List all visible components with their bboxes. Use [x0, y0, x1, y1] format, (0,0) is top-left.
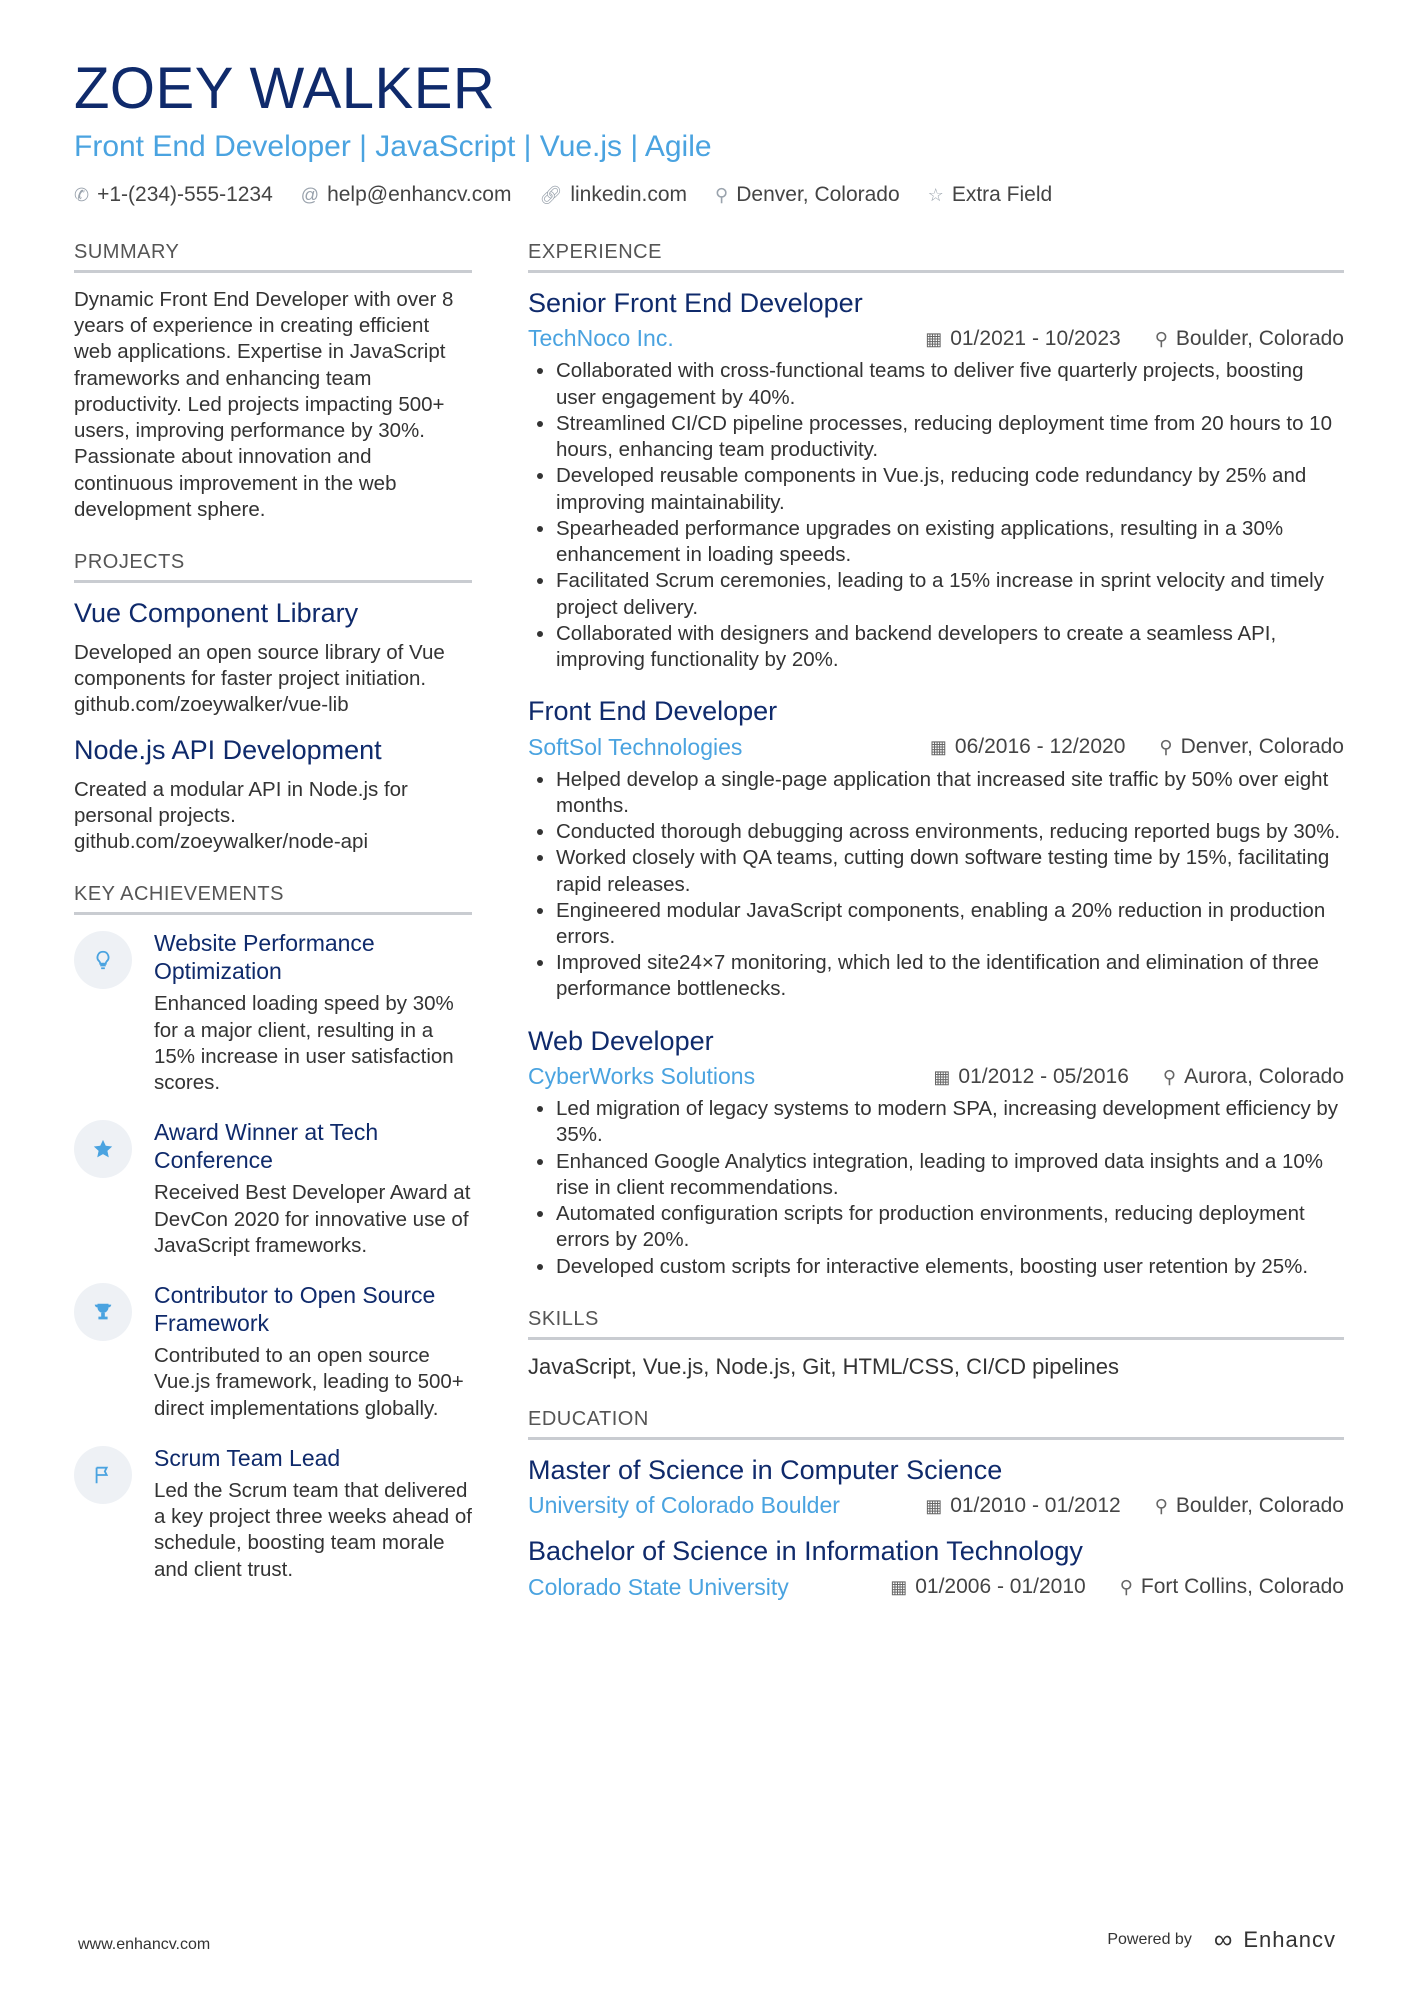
flag-icon	[74, 1446, 132, 1504]
list-item: • Streamlined CI/CD pipeline processes, reducing deployment time from 20 hours to 10 hours, enhancing team productivity.	[556, 411, 1344, 463]
project-title: Node.js API Development	[74, 735, 382, 766]
achievement-item	[74, 929, 472, 1096]
brand-name: Enhancv	[1243, 1926, 1336, 1952]
list-item: • Worked closely with QA teams, cutting down software testing time by 15%, facilitating rapid releases.	[556, 845, 1344, 897]
list-item: • Improved site24×7 monitoring, which led to the identification and elimination of three performance bottlenecks.	[556, 950, 1344, 1002]
project-desc: Created a modular API in Node.js for personal projects. github.com/zoeywalker/node-api	[74, 777, 408, 854]
list-item: • Spearheaded performance upgrades on existing applications, resulting in a 30% enhancement in loading speeds.	[556, 516, 1344, 568]
skills-section	[528, 1308, 1344, 1380]
section-title: SUMMARY	[74, 241, 472, 273]
footer-website[interactable]: www.enhancv.com	[78, 1936, 211, 1953]
company-name: SoftSol Technologies	[528, 733, 743, 760]
footer-branding	[1107, 1924, 1336, 1955]
section-title: PROJECTS	[74, 551, 472, 583]
education-meta	[528, 1574, 1344, 1601]
job-bullets	[528, 767, 1344, 1003]
project-item	[74, 597, 472, 718]
list-item: • Conducted thorough debugging across environments, reducing reported bugs by 30%.	[556, 819, 1344, 845]
achievement-desc: Enhanced loading speed by 30% for a major client, resulting in a 15% increase in user satisfaction scores.	[154, 992, 454, 1095]
link-icon: 🔗︎	[539, 184, 563, 205]
list-item: • Developed custom scripts for interactive elements, boosting user retention by 25%.	[556, 1254, 1344, 1280]
contact-extra	[928, 183, 1053, 207]
calendar-icon: ▦	[929, 737, 947, 758]
at-icon: @	[300, 184, 320, 205]
job-dates: 06/2016 - 12/2020	[954, 735, 1126, 759]
location-icon: ⚲	[1154, 328, 1168, 349]
candidate-name: ZOEY WALKER	[74, 56, 496, 121]
list-item: • Collaborated with designers and backend developers to create a seamless API, improving functionality by 20%.	[556, 621, 1344, 673]
skills-text: JavaScript, Vue.js, Node.js, Git, HTML/CSS, CI/CD pipelines	[528, 1353, 1119, 1379]
job-dates: 01/2012 - 05/2016	[958, 1064, 1129, 1088]
achievement-title: Contributor to Open Source Framework	[154, 1282, 436, 1337]
contact-text: Extra Field	[951, 183, 1053, 206]
job-dates: 01/2021 - 10/2023	[950, 326, 1121, 350]
headline: Front End Developer | JavaScript | Vue.js | Agile	[74, 130, 712, 163]
powered-by-label: Powered by	[1107, 1930, 1192, 1948]
edu-dates: 01/2010 - 01/2012	[950, 1493, 1121, 1517]
lightbulb-icon	[74, 931, 132, 989]
degree-title: Bachelor of Science in Information Technology	[528, 1536, 1083, 1567]
achievement-item	[74, 1118, 472, 1259]
project-desc: Developed an open source library of Vue components for faster project initiation. github.com/zoeywalker/vue-lib	[74, 640, 445, 716]
education-item	[528, 1535, 1344, 1600]
job-meta	[528, 734, 1344, 761]
location-icon: ⚲	[1162, 1066, 1177, 1087]
section-title: KEY ACHIEVEMENTS	[74, 883, 472, 915]
right-column	[528, 241, 1344, 1629]
summary-section	[74, 241, 472, 523]
achievement-title: Website Performance Optimization	[154, 930, 375, 985]
list-item: • Collaborated with cross-functional teams to deliver five quarterly projects, boosting user engagement by 40%.	[556, 358, 1344, 410]
edu-location: Boulder, Colorado	[1175, 1493, 1344, 1517]
achievement-desc: Received Best Developer Award at DevCon 2020 for innovative use of JavaScript frameworks.	[154, 1181, 471, 1257]
job-title: Web Developer	[528, 1025, 714, 1056]
job-location: Aurora, Colorado	[1184, 1064, 1344, 1088]
calendar-icon: ▦	[890, 1577, 908, 1598]
degree-title: Master of Science in Computer Science	[528, 1454, 1003, 1485]
project-title: Vue Component Library	[74, 598, 359, 629]
achievement-desc: Led the Scrum team that delivered a key project three weeks ahead of schedule, boosting team morale and client trust.	[154, 1478, 472, 1581]
achievement-desc: Contributed to an open source Vue.js framework, leading to 500+ direct implementations globally.	[154, 1344, 464, 1420]
calendar-icon: ▦	[925, 1495, 943, 1516]
company-name: TechNoco Inc.	[528, 325, 674, 352]
job-title: Senior Front End Developer	[528, 288, 863, 318]
project-item	[74, 734, 472, 855]
contact-row	[74, 183, 1344, 207]
projects-section	[74, 551, 472, 855]
contact-text: Denver, Colorado	[736, 183, 900, 206]
education-section	[528, 1408, 1344, 1601]
company-name: CyberWorks Solutions	[528, 1063, 756, 1090]
resume-page	[74, 56, 1344, 1629]
location-icon: ⚲	[1159, 737, 1173, 758]
location-icon: ⚲	[715, 184, 729, 205]
section-title: EXPERIENCE	[528, 241, 1344, 273]
achievements-section	[74, 883, 472, 1583]
list-item: • Developed reusable components in Vue.js, reducing code redundancy by 25% and improving maintainability.	[556, 463, 1344, 515]
phone-icon: ✆	[74, 184, 90, 205]
calendar-icon: ▦	[933, 1066, 951, 1087]
job-bullets	[528, 358, 1344, 673]
infinity-icon: ∞	[1213, 1924, 1234, 1954]
job-title: Front End Developer	[528, 696, 778, 727]
education-item	[528, 1454, 1344, 1519]
job-location: Boulder, Colorado	[1175, 326, 1344, 350]
school-name: Colorado State University	[528, 1573, 789, 1600]
job-location: Denver, Colorado	[1180, 735, 1344, 759]
edu-dates: 01/2006 - 01/2010	[915, 1575, 1086, 1599]
location-icon: ⚲	[1119, 1577, 1133, 1598]
left-column	[74, 241, 472, 1629]
section-title: EDUCATION	[528, 1408, 1344, 1440]
achievement-item	[74, 1281, 472, 1422]
job-meta	[528, 325, 1344, 352]
calendar-icon: ▦	[925, 328, 943, 349]
job-meta	[528, 1063, 1344, 1090]
two-column-body	[74, 241, 1344, 1629]
star-icon	[74, 1120, 132, 1178]
list-item: • Led migration of legacy systems to modern SPA, increasing development efficiency by 35%.	[556, 1096, 1344, 1148]
enhancv-logo[interactable]	[1214, 1924, 1336, 1955]
achievement-title: Award Winner at Tech Conference	[154, 1119, 379, 1174]
job-item	[528, 287, 1344, 673]
job-item	[528, 695, 1344, 1003]
summary-text: Dynamic Front End Developer with over 8 years of experience in creating efficient web applications. Expertise in JavaScript frameworks and enhancing team productivity. Led projects impacting 500+ users, improving performance by 30%. Passionate about innovation and continuous improvement in the web development sphere.	[74, 288, 454, 521]
contact-location	[715, 183, 900, 207]
achievement-item	[74, 1444, 472, 1583]
job-item	[528, 1025, 1344, 1280]
contact-text: linkedin.com	[570, 183, 688, 206]
job-bullets	[528, 1096, 1344, 1280]
list-item: • Enhanced Google Analytics integration, leading to improved data insights and a 10% rise in client recommendations.	[556, 1149, 1344, 1201]
location-icon: ⚲	[1154, 1495, 1168, 1516]
edu-location: Fort Collins, Colorado	[1140, 1575, 1344, 1599]
school-name: University of Colorado Boulder	[528, 1492, 840, 1519]
experience-section	[528, 241, 1344, 1280]
achievement-title: Scrum Team Lead	[154, 1444, 341, 1471]
list-item: • Helped develop a single-page application that increased site traffic by 50% over eight months.	[556, 767, 1344, 819]
education-meta	[528, 1492, 1344, 1519]
list-item: • Engineered modular JavaScript components, enabling a 20% reduction in production errors.	[556, 898, 1344, 950]
contact-linkedin[interactable]	[539, 183, 687, 207]
star-icon: ☆	[927, 184, 944, 205]
section-title: SKILLS	[528, 1308, 1344, 1340]
contact-text: +1-(234)-555-1234	[97, 183, 273, 206]
list-item: • Automated configuration scripts for production environments, reducing deployment errors by 20%.	[556, 1201, 1344, 1253]
contact-phone[interactable]	[74, 183, 273, 207]
list-item: • Facilitated Scrum ceremonies, leading to a 15% increase in sprint velocity and timely project delivery.	[556, 568, 1344, 620]
contact-text: help@enhancv.com	[327, 183, 512, 206]
contact-email[interactable]	[301, 183, 512, 207]
trophy-icon	[74, 1283, 132, 1341]
